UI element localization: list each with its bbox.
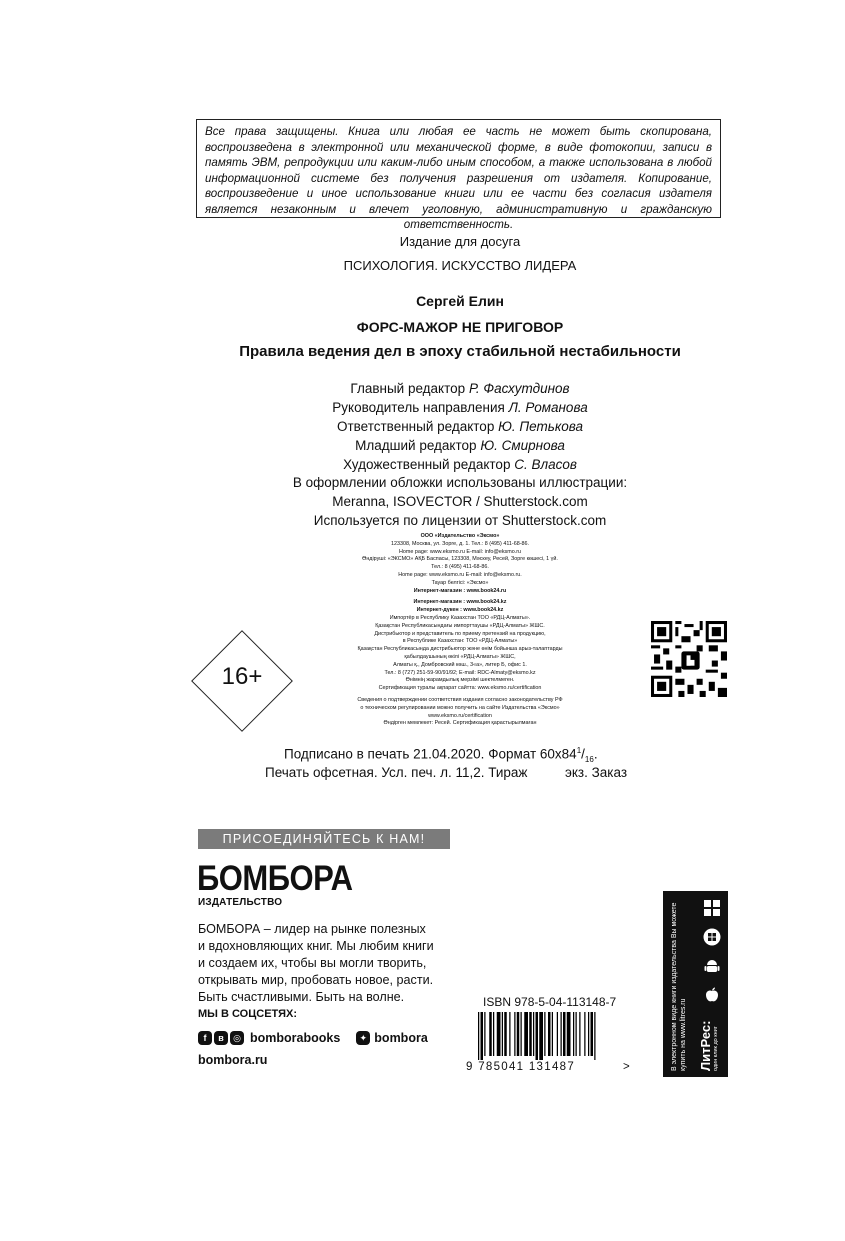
social-handle-alt[interactable]: bombora <box>374 1031 428 1045</box>
barcode-bar <box>552 1012 553 1056</box>
series-label: ПСИХОЛОГИЯ. ИСКУССТВО ЛИДЕРА <box>343 258 577 273</box>
print-signed: Подписано в печать 21.04.2020. Формат $60х84^1/_{16}$. <box>284 746 598 765</box>
imprint-line: Қазақстан Республикасындағы импорттаушы «РДЦ-Алматы» ЖШС. <box>375 622 545 629</box>
imprint-line: о техническом регулировании можно получить на сайте Издательства «Эксмо» <box>360 704 560 711</box>
barcode-bar <box>567 1012 571 1056</box>
barcode-bar <box>588 1012 589 1056</box>
imprint-line: Интернет-магазин : www.book24.ru <box>413 587 507 594</box>
barcode-bar <box>548 1012 551 1056</box>
apple-icon <box>703 986 721 1004</box>
credit-line: Главный редактор Р. Фасхутдинов <box>350 381 570 396</box>
barcode-bar <box>573 1012 574 1056</box>
imprint-line: Сертификация туралы ақпарат сайтта: www.eksmo.ru/certification <box>378 685 542 692</box>
barcode-bar <box>514 1012 515 1056</box>
barcode-digits: 9 785041 131487 <box>466 1061 576 1073</box>
imprint-line: Тел.: 8 (727) 251-59-90/91/92; E-mail: RDC-Almaty@eksmo.kz <box>384 669 536 676</box>
barcode-bar <box>502 1012 503 1056</box>
imprint-block <box>280 533 640 728</box>
credit-line: Ответственный редактор Ю. Петькова <box>336 419 584 434</box>
barcode-bar <box>594 1012 595 1060</box>
barcode-bar <box>524 1012 528 1056</box>
bombora-about <box>198 921 468 1006</box>
barcode-bar <box>481 1012 484 1060</box>
bombora-website[interactable]: bombora.ru <box>198 1053 268 1067</box>
imprint-line: Алматы қ., Домбровский көш., 3«а», литер Б, офис 1. <box>393 661 527 668</box>
about-line: открывать мир, пробовать новое, расти. <box>198 973 434 987</box>
illustrations-line: В оформлении обложки использованы иллюстрации: <box>292 475 628 490</box>
publisher-label: ИЗДАТЕЛЬСТВО <box>198 897 283 908</box>
imprint-line: Home page: www.eksmo.ru E-mail: info@eksmo.ru. <box>398 571 522 578</box>
about-line: и создаем их, чтобы вы могли творить, <box>198 956 427 970</box>
barcode-bar <box>529 1012 532 1056</box>
barcode-bar <box>544 1012 545 1056</box>
barcode-arrow: > <box>623 1061 630 1073</box>
litres-text-1: В электронном виде книги издательства Вы можете <box>671 902 678 1071</box>
qr-code <box>651 621 727 697</box>
imprint-line: Импортёр в Республику Казахстан ТОО «РДЦ-Алматы». <box>389 614 531 621</box>
credit-line: Младший редактор Ю. Смирнова <box>355 438 565 453</box>
barcode-bar <box>563 1012 566 1056</box>
illustrations-block <box>0 473 845 530</box>
platform-icons <box>703 899 721 1009</box>
imprint-line: Home page: www.eksmo.ru E-mail: info@eksmo.ru <box>398 548 521 555</box>
age-rating: 16+ <box>221 663 263 690</box>
barcode-bar <box>536 1012 539 1060</box>
telegram-icon[interactable]: ✦ <box>356 1031 370 1045</box>
facebook-icon[interactable]: f <box>198 1031 212 1045</box>
imprint-line: 123308, Москва, ул. Зорге, д. 1. Тел.: 8 (495) 411-68-86. <box>390 540 530 547</box>
barcode <box>478 1012 638 1060</box>
illustrations-line: Meranna, ISOVECTOR / Shutterstock.com <box>332 494 588 509</box>
credit-line: Руководитель направления Л. Романова <box>332 400 588 415</box>
author-name: Сергей Елин <box>416 293 504 309</box>
barcode-bar <box>591 1012 594 1056</box>
instagram-icon[interactable]: ◎ <box>230 1031 244 1045</box>
about-line: Быть счастливыми. Быть на волне. <box>198 990 405 1004</box>
litres-text-2: купить на www.litres.ru <box>679 998 687 1071</box>
barcode-bar <box>539 1012 543 1060</box>
imprint-line: Өндіруші: «ЭКСМО» АҚБ Баспасы, 123308, Мәскеу, Ресей, Зорге көшесі, 1 үй. <box>362 556 558 563</box>
illustrations-line: Используется по лицензии от Shutterstock.com <box>313 513 607 528</box>
barcode-bar <box>489 1012 492 1056</box>
windows-icon <box>703 899 721 917</box>
imprint-line: Тауар белгісі: «Эксмо» <box>431 579 489 586</box>
join-us-banner: ПРИСОЕДИНЯЙТЕСЬ К НАМ! <box>198 829 450 849</box>
edition-label: Издание для досуга <box>399 234 521 249</box>
barcode-bar <box>584 1012 585 1056</box>
rights-notice: Все права защищены. Книга или любая ее часть не может быть скопирована, воспроизведена в электронной или механической форме, в виде фотокопии, записи в память ЭВМ, репродукции или каким-либо иным способом, а также использована в любой информационной системе без получения разрешения от издателя. Копирование, воспроизведение и иное использование книги или ее части без согласия издателя является незаконным и влечет уголовную, административную и гражданскую ответственность. <box>196 119 721 218</box>
about-line: и вдохновляющих книг. Мы любим книги <box>198 939 434 953</box>
social-handle-main[interactable]: bomborabooks <box>250 1031 341 1045</box>
barcode-bar <box>504 1012 507 1056</box>
credits-block <box>0 379 845 474</box>
barcode-bar <box>557 1012 558 1056</box>
vk-icon[interactable]: в <box>214 1031 228 1045</box>
barcode-bar <box>576 1012 577 1056</box>
imprint-line: Интернет-магазин : www.book24.kz <box>413 599 507 606</box>
social-title: МЫ В СОЦСЕТЯХ: <box>198 1008 298 1020</box>
imprint-line: Өндірген мемлекет: Ресей. Сертификация қарастырылмаған <box>383 720 537 727</box>
about-line: БОМБОРА – лидер на рынке полезных <box>198 922 426 936</box>
barcode-bar <box>484 1012 485 1056</box>
barcode-bar <box>517 1012 520 1056</box>
imprint-line: ООО «Издательство «Эксмо» <box>420 533 500 539</box>
litres-slogan: один клик до книг <box>713 1026 719 1071</box>
imprint-line: Қазақстан Республикасында дистрибьютор және өнім бойынша арыз-талаптарды <box>357 646 563 653</box>
barcode-bar <box>478 1012 479 1060</box>
imprint-line: в Республике Казахстан: ТОО «РДЦ-Алматы» <box>402 638 518 645</box>
imprint-line: Интернет-дүкен : www.book24.kz <box>416 607 504 614</box>
barcode-bar <box>579 1012 580 1056</box>
barcode-bar <box>493 1012 494 1056</box>
book-subtitle: Правила ведения дел в эпоху стабильной нестабильности <box>239 343 681 360</box>
android-icon <box>703 957 721 975</box>
credit-line: Художественный редактор С. Власов <box>343 457 577 472</box>
barcode-bar <box>497 1012 501 1056</box>
imprint-line: www.eksmo.ru/certification <box>428 712 492 719</box>
imprint-line: Тел.: 8 (495) 411-68-86. <box>431 564 489 571</box>
barcode-bar <box>521 1012 522 1056</box>
imprint-line: қабылдаушының өкілі «РДЦ-Алматы» ЖШС, <box>404 653 516 660</box>
print-details: Печать офсетная. Усл. печ. л. 11,2. Тираж экз. Заказ <box>265 765 628 780</box>
isbn-label: ISBN 978-5-04-113148-7 <box>483 995 617 1009</box>
litres-brand: ЛитРес: <box>698 1020 713 1071</box>
windows-phone-icon <box>703 928 721 946</box>
social-links <box>198 1031 428 1045</box>
imprint-line: Өнімнің жарамдылық мерзімі шектелмеген. <box>405 677 515 684</box>
litres-panel <box>663 891 728 1077</box>
imprint-line: Сведения о подтверждении соответствия издания согласно законодательству РФ <box>357 696 563 703</box>
book-title: ФОРС-МАЖОР НЕ ПРИГОВОР <box>356 319 564 335</box>
bombora-logo: БОМБОРА <box>197 858 353 899</box>
barcode-bar <box>561 1012 562 1056</box>
barcode-bar <box>533 1012 534 1056</box>
imprint-line: Дистрибьютор и представитель по приему претензий на продукцию, <box>374 630 546 637</box>
barcode-bar <box>509 1012 510 1056</box>
